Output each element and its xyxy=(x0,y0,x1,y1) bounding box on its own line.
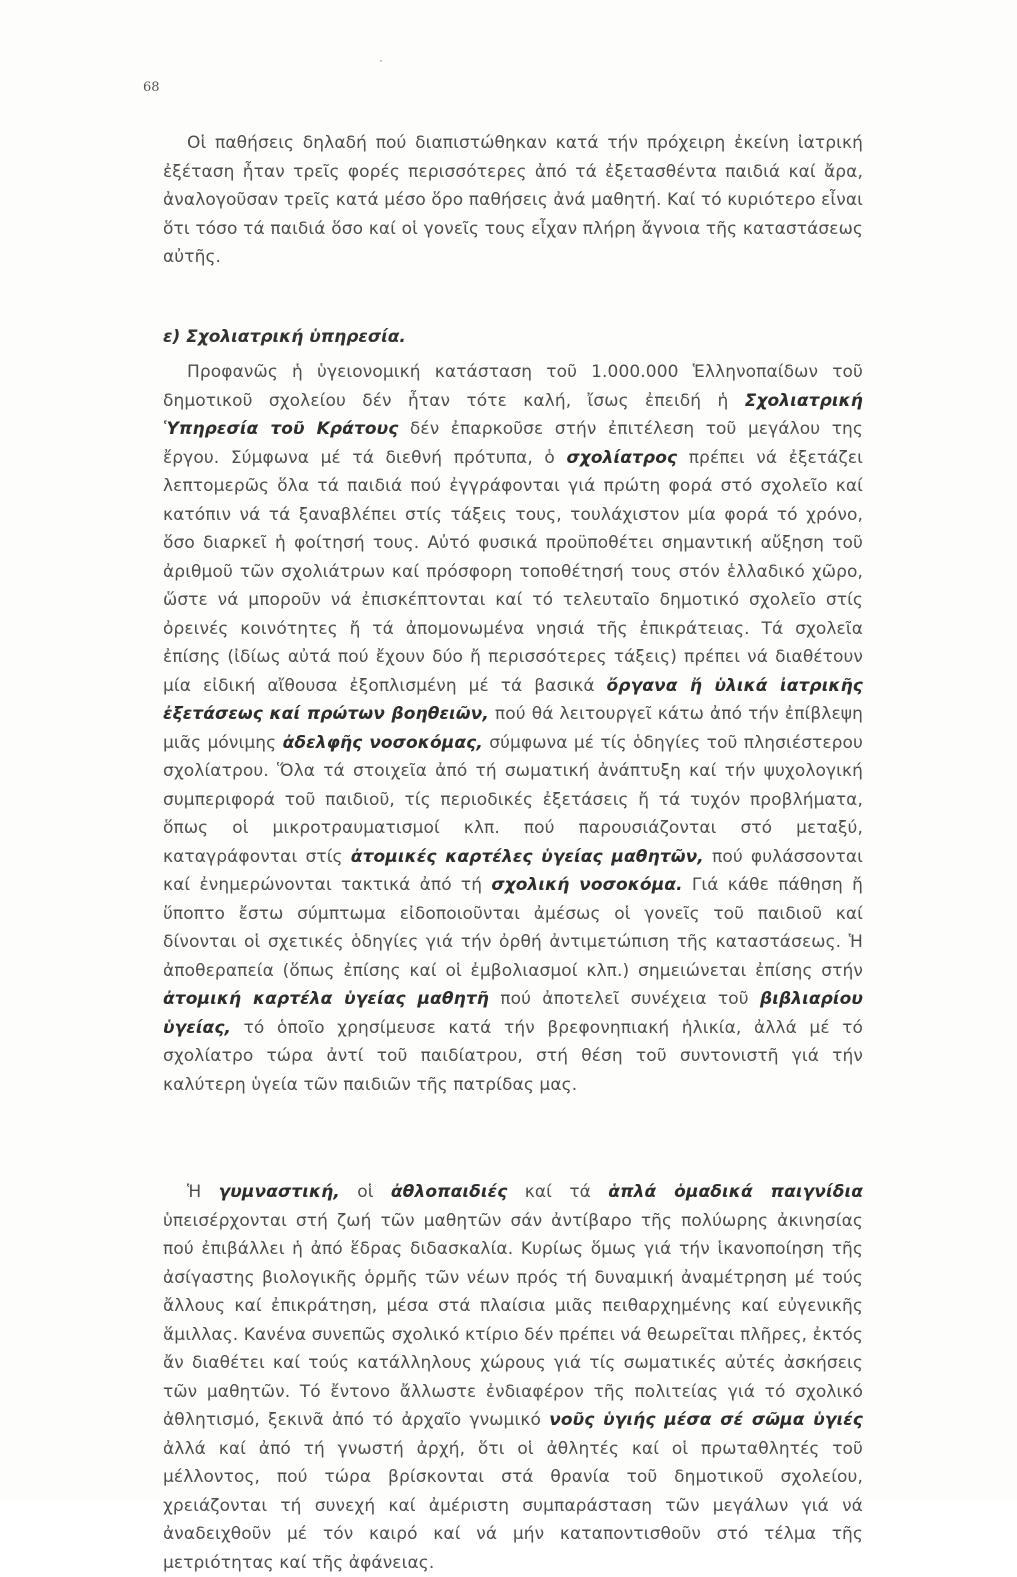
text-run: ὑπεισέρχονται στή ζωή τῶν μαθητῶν σάν ἀντίβαρο τῆς πολύωρης ἀκινησίας πού ἐπιβάλλει ἡ ἀπό ἕδρας διδασκαλία. Κυρίως ὅμως γιά τήν ἱκανοποίηση τῆς ἀσίγαστης βιολογικῆς ὁρμῆς τῶν νέων πρός τή δυναμική ἀναμέτρηση μέ τούς ἄλλους καί ἐπικράτηση, μέσα στά πλαίσια μιᾶς πειθαρχημένης καί εὐγενικῆς ἅμιλλας. Κανένα συνεπῶς σχολικό κτίριο δέν πρέπει νά θεωρεῖται πλῆρες, ἐκτός ἄν διαθέτει καί τούς κατάλληλους χώρους γιά τίς σωματικές αὐτές ἀσκήσεις τῶν μαθητῶν. Τό ἔντονο ἄλλωστε ἐνδιαφέρον τῆς πολιτείας γιά τό σχολικό ἀθλητισμό, ξεκινᾶ ἀπό τό ἀρχαῖο γνωμικό xyxy=(163,1210,863,1430)
text-run: Ἡ xyxy=(187,1182,219,1202)
text-run: τό ὁποῖο χρησίμευσε κατά τήν βρεφονηπιακή ἡλικία, ἀλλά μέ τό σχολίατρο τώρα ἀντί τοῦ παιδίατρου, στή θέση τοῦ συντονιστῆ γιά τήν καλύτερη ὑγεία τῶν παιδιῶν τῆς πατρίδας μας. xyxy=(163,1017,863,1095)
emphasis-run: ἀθλοπαιδιές xyxy=(390,1182,508,1202)
emphasis-run: ἀτομικές καρτέλες ὑγείας μαθητῶν, xyxy=(350,846,704,867)
paragraph-3 xyxy=(163,1178,863,1577)
text-run: πρέπει νά ἐξετάζει λεπτομερῶς ὅλα τά παιδιά πού ἐγγράφονται γιά πρώτη φορά στό σχολεῖο καί κατόπιν νά τά ξαναβλέπει στίς τάξεις τους, τουλάχιστον μία φορά τό χρόνο, ὅσο διαρκεῖ ἡ φοίτησή τους. Αὐτό φυσικά προϋποθέτει σημαντική αὔξηση τοῦ ἀριθμοῦ τῶν σχολιάτρων καί πρόσφορη τοποθέτησή τους στόν ἑλλαδικό χῶρο, ὥστε νά μποροῦν νά ἐπισκέπτονται καί τό τελευταῖο δημοτικό σχολεῖο στίς ὀρεινές κοινότητες ἤ τά ἀπομονωμένα νησιά τῆς ἐπικράτειας. Τά σχολεῖα ἐπίσης (ἰδίως αὐτά πού ἔχουν δύο ἤ περισσότερες τάξεις) πρέπει νά διαθέτουν μία εἰδική αἴθουσα ἐξοπλισμένη μέ τά βασικά xyxy=(163,447,863,696)
scan-speck xyxy=(380,60,382,62)
paragraph-2 xyxy=(163,358,863,1099)
emphasis-run: νοῦς ὑγιής μέσα σέ σῶμα ὑγιές xyxy=(549,1410,863,1430)
emphasis-run: γυμναστική, xyxy=(218,1182,340,1202)
text-run: οἱ xyxy=(339,1182,391,1202)
text-run: πού φυλάσσονται καί ἐνημερώνονται τακτικά ἀπό τή xyxy=(163,846,863,895)
text-run: Προφανῶς ἡ ὑγειονομική κατάσταση τοῦ 1.000.000 Ἑλληνοπαίδων τοῦ δημοτικοῦ σχολείου δέν ἦταν τότε καλή, ἴσως ἐπειδή ἡ xyxy=(163,362,863,411)
emphasis-run: ἀτομική καρτέλα ὑγείας μαθητῆ xyxy=(163,989,489,1009)
emphasis-run: σχολίατρος xyxy=(566,447,678,468)
text-run: σύμφωνα μέ τίς ὁδηγίες τοῦ πλησιέστερου σχολίατρου. Ὅλα τά στοιχεῖα ἀπό τή σωματική ἀνάπτυξη καί τήν ψυχολογική συμπεριφορά τοῦ παιδιοῦ, τίς περιοδικές ἐξετάσεις ἤ τά τυχόν προβλήματα, ὅπως οἱ μικροτραυματισμοί κλπ. πού παρουσιάζονται στό μεταξύ, καταγράφονται στίς xyxy=(163,732,863,867)
text-run: Γιά κάθε πάθηση ἤ ὕποπτο ἔστω σύμπτωμα εἰδοποιοῦνται ἀμέσως οἱ γονεῖς τοῦ παιδιοῦ καί δίνονται οἱ σχετικές ὁδηγίες γιά τήν ὀρθή ἀντιμετώπιση τῆς καταστάσεως. Ἡ ἀποθεραπεία (ὅπως ἐπίσης καί οἱ ἐμβολιασμοί κλπ.) σημειώνεται ἐπίσης στήν xyxy=(163,875,863,981)
text-run: ἀλλά καί ἀπό τή γνωστή ἀρχή, ὅτι οἱ ἀθλητές καί οἱ πρωταθλητές τοῦ μέλλοντος, πού τώρα βρίσκονται στά θρανία τοῦ δημοτικοῦ σχολείου, χρειάζονται τή συνεχή καί ἀμέριστη συμπαράσταση τῶν μεγάλων γιά νά ἀναδειχθοῦν μέ τόν καιρό καί νά μήν καταποντισθοῦν στό τέλμα τῆς μετριότητας καί τῆς ἀφάνειας. xyxy=(163,1438,863,1573)
emphasis-run: ἀδελφῆς νοσοκόμας, xyxy=(282,732,483,753)
page-number: 68 xyxy=(143,80,160,95)
paragraph-1 xyxy=(163,129,863,272)
emphasis-run: ἁπλά ὁμαδικά παιγνίδια xyxy=(608,1182,863,1202)
section-heading: ε) Σχολιατρική ὑπηρεσία. xyxy=(163,327,406,347)
paragraph-1-text: Οἱ παθήσεις δηλαδή πού διαπιστώθηκαν κατά τήν πρόχειρη ἐκείνη ἰατρική ἐξέταση ἦταν τρεῖς φορές περισσότερες ἀπό τά ἐξετασθέντα παιδιά καί ἄρα, ἀναλογοῦσαν τρεῖς κατά μέσο ὅρο παθήσεις ἀνά μαθητή. Καί τό κυριότερο εἶναι ὅτι τόσο τά παιδιά ὅσο καί οἱ γονεῖς τους εἶχαν πλήρη ἄγνοια τῆς καταστάσεως αὐτῆς. xyxy=(163,133,863,267)
emphasis-run: ὄργανα ἤ ὑλικά ἰατρικῆς ἐξετάσεως καί πρώτων βοηθειῶν, xyxy=(163,675,863,724)
emphasis-run: Σχολιατρική Ὑπηρεσία τοῦ Κράτους xyxy=(163,390,863,439)
emphasis-run: βιβλιαρίου ὑγείας, xyxy=(163,989,863,1038)
text-run: πού ἀποτελεῖ συνέχεια τοῦ xyxy=(488,989,761,1009)
text-run: πού θά λειτουργεῖ κάτω ἀπό τήν ἐπίβλεψη μιᾶς μόνιμης xyxy=(163,704,863,753)
text-run: καί τά xyxy=(507,1182,609,1202)
text-run: δέν ἐπαρκοῦσε στήν ἐπιτέλεση τοῦ μεγάλου της ἔργου. Σύμφωνα μέ τά διεθνή πρότυπα, ὁ xyxy=(163,419,863,468)
emphasis-run: σχολική νοσοκόμα. xyxy=(491,875,683,895)
